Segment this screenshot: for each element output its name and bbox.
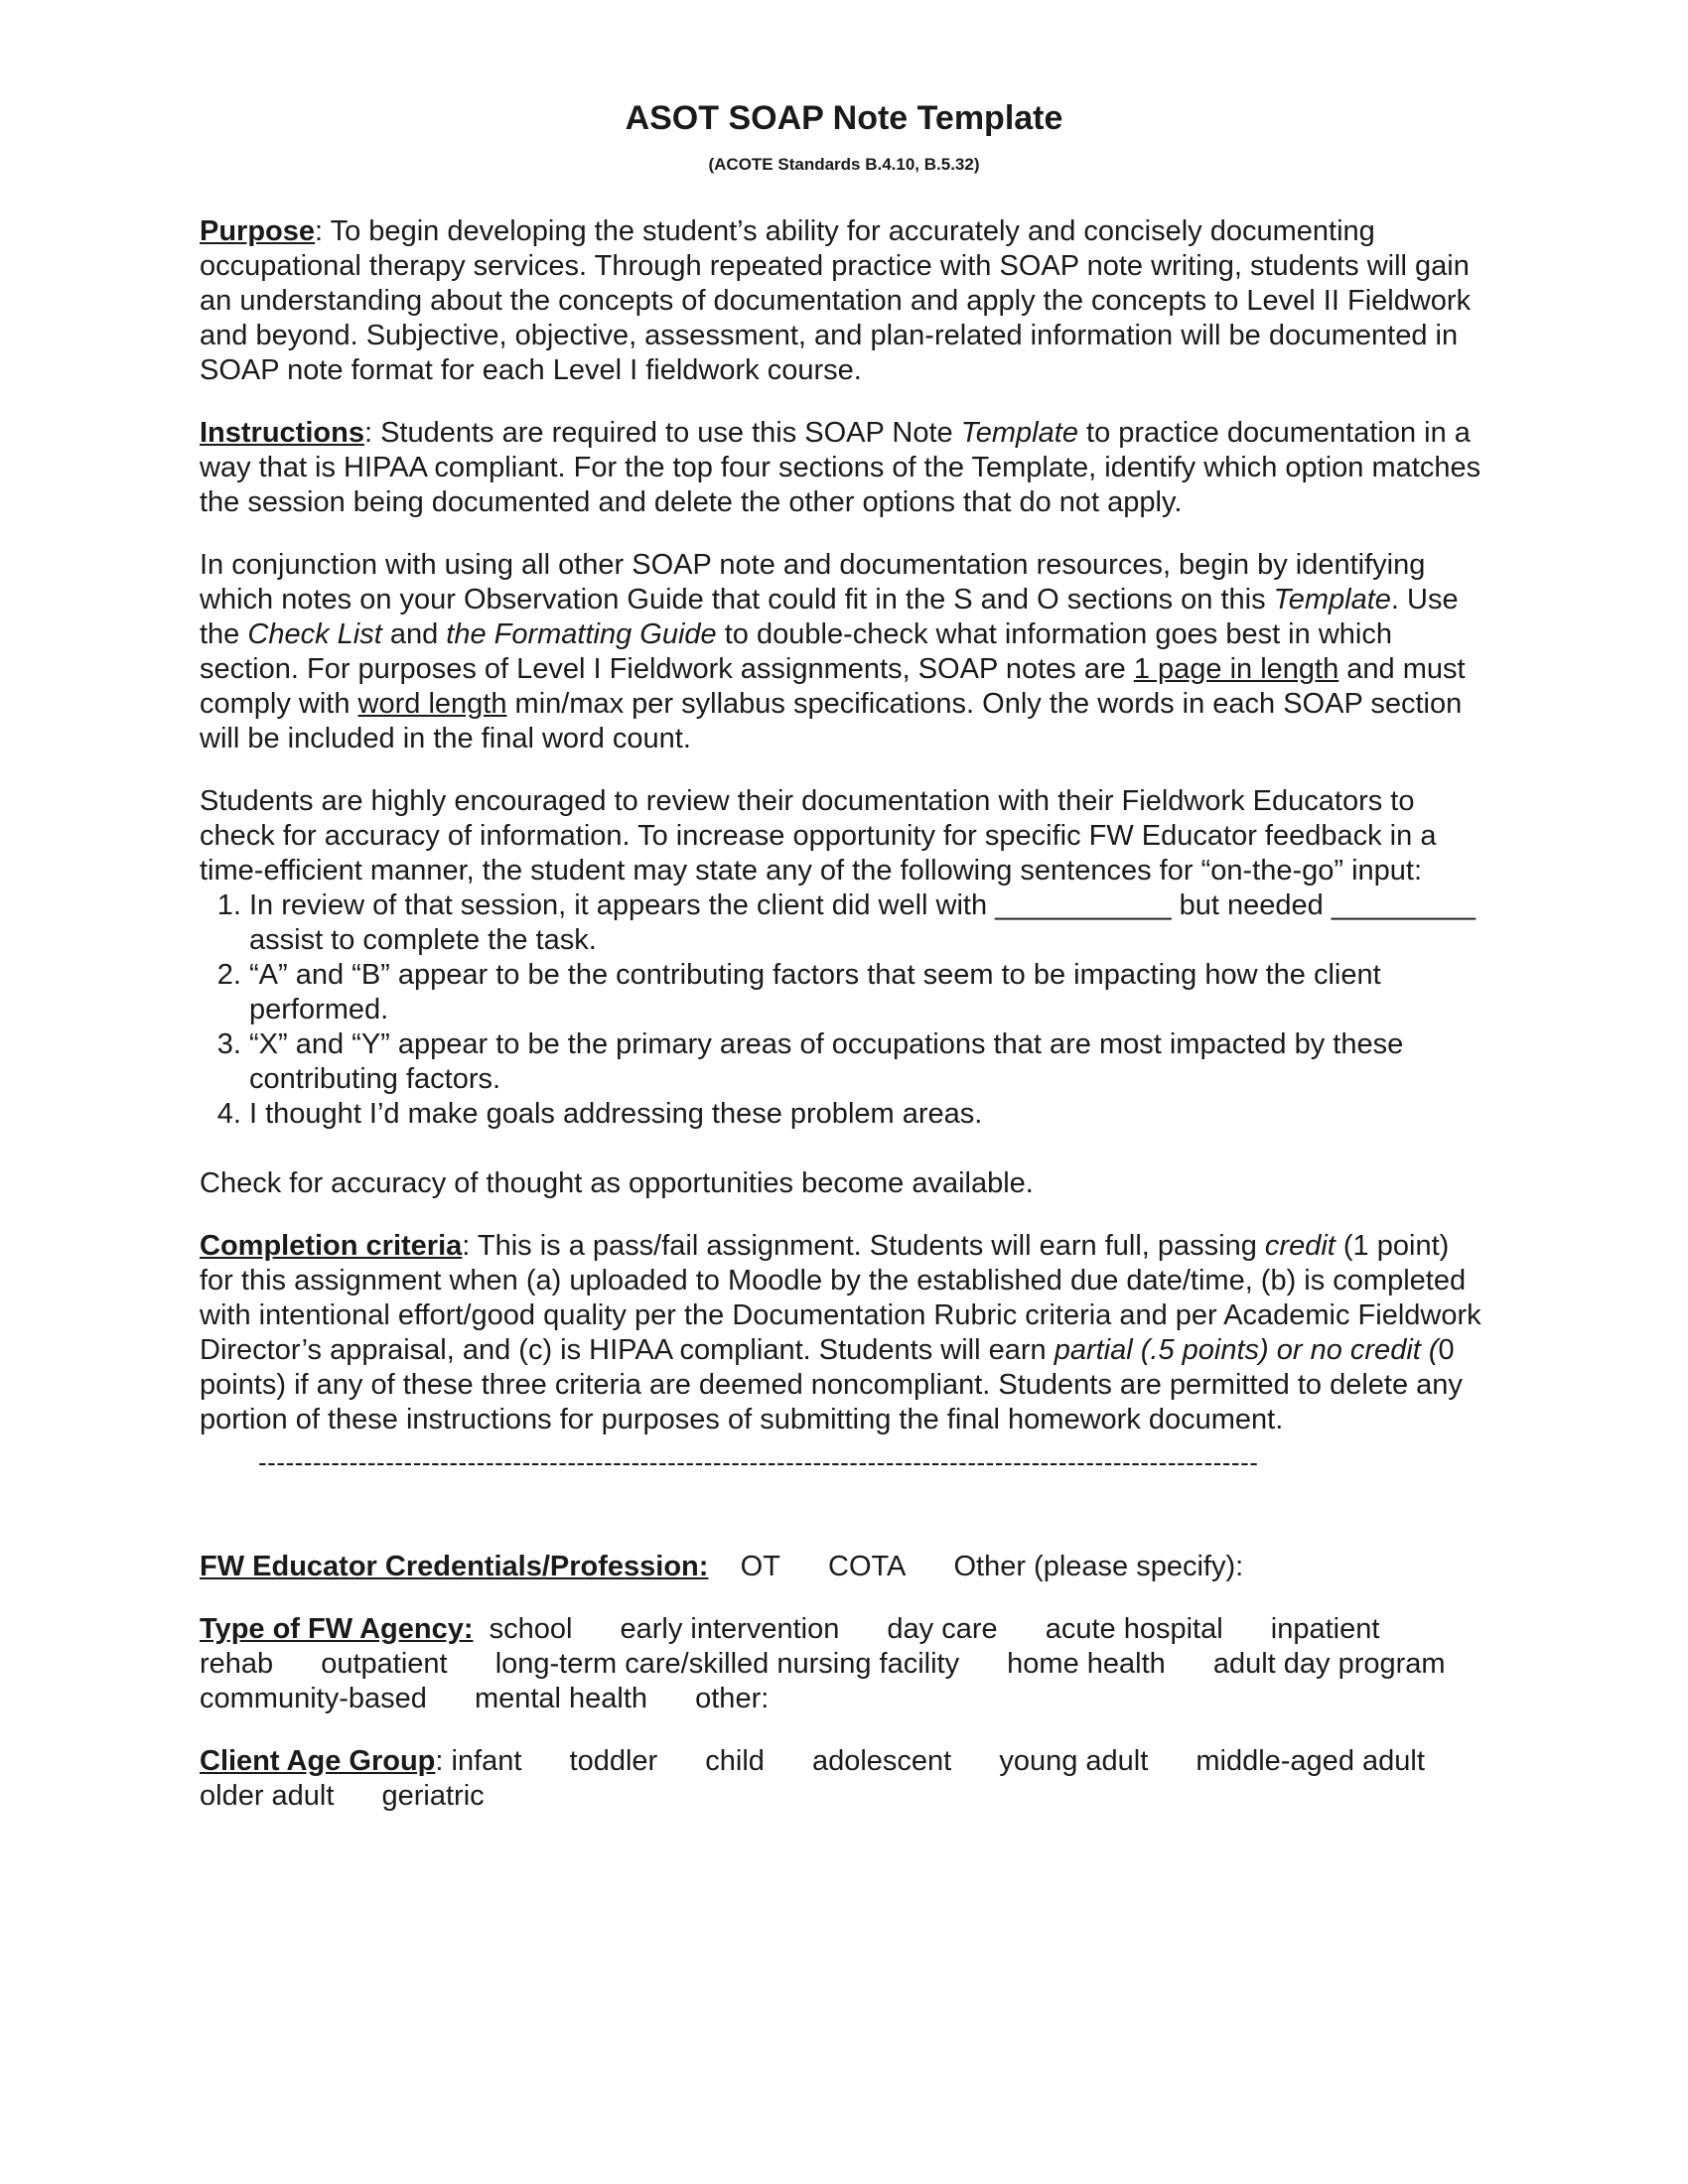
- document-body: [200, 214, 1490, 1842]
- credentials-option-cota[interactable]: COTA: [828, 1551, 907, 1582]
- age-option[interactable]: toddler: [569, 1745, 658, 1777]
- purpose-paragraph: [200, 214, 1490, 388]
- p2-checklist-italic: Check List: [247, 618, 382, 650]
- section-divider: --------------------------------------------------------------------------------------------------------------: [258, 1447, 1259, 1477]
- page-subtitle: (ACOTE Standards B.4.10, B.5.32): [708, 155, 980, 174]
- check-accuracy-paragraph: Check for accuracy of thought as opportunities become available.: [200, 1167, 1034, 1199]
- p2-template-italic: Template: [1273, 584, 1391, 615]
- p2-guide-italic: the Formatting Guide: [446, 618, 717, 650]
- agency-option[interactable]: outpatient: [321, 1648, 448, 1680]
- page-title: ASOT SOAP Note Template: [625, 99, 1063, 137]
- credentials-label: FW Educator Credentials/Profession:: [200, 1551, 709, 1582]
- instructions-text: : Students are required to use this SOAP Note: [363, 417, 961, 449]
- agency-label: Type of FW Agency:: [200, 1613, 474, 1645]
- p2-text-e: and must comply with: [200, 653, 1466, 720]
- completion-text-a: : This is a pass/fail assignment. Students will earn full, passing: [462, 1230, 1265, 1262]
- completion-text-b: (1 point) for this assignment when (a) uploaded to Moodle by the established due date/time, (b) is completed with intentional effort/good quality per the Documentation Rubric criteria and per Academic Fieldwork Director’s appraisal, and (c) is HIPAA compliant. Students will earn: [200, 1230, 1481, 1366]
- credentials-option-ot[interactable]: OT: [740, 1551, 780, 1582]
- p2-text-b: . Use the: [200, 584, 1459, 650]
- credentials-row: [200, 1550, 1490, 1584]
- agency-option[interactable]: community-based: [200, 1683, 427, 1714]
- agency-option[interactable]: early intervention: [620, 1613, 840, 1645]
- p2-text-f: min/max per syllabus specifications. Only the words in each SOAP section will be included in the final word count.: [200, 688, 1463, 754]
- list-item: 4. I thought I’d make goals addressing these problem areas.: [249, 1097, 1490, 1132]
- agency-option[interactable]: school: [489, 1613, 573, 1645]
- instructions-label: Instructions: [200, 417, 364, 449]
- conjunction-paragraph: [200, 548, 1490, 756]
- instructions-text-cont: to practice documentation in a way that is HIPAA compliant. For the top four sections of the Template, identify which option matches the session being documented and delete the other options that do not apply.: [200, 417, 1481, 518]
- age-option[interactable]: middle-aged adult: [1196, 1745, 1425, 1777]
- partial-italic: partial (.5 points) or no credit (: [1054, 1334, 1439, 1366]
- agency-option[interactable]: acute hospital: [1045, 1613, 1223, 1645]
- agency-option[interactable]: other:: [695, 1683, 770, 1714]
- p2-text-d: to double-check what information goes best in which section. For purposes of Level I Fieldwork assignments, SOAP notes are: [200, 618, 1392, 685]
- age-option[interactable]: child: [705, 1745, 765, 1777]
- agency-option[interactable]: adult day program: [1212, 1648, 1446, 1680]
- credentials-option-other[interactable]: Other (please specify):: [953, 1551, 1244, 1582]
- list-item: 2. “A” and “B” appear to be the contributing factors that seem to be impacting how the client performed.: [249, 958, 1490, 1027]
- p2-text-c: and: [381, 618, 447, 650]
- completion-text-c: 0 points) if any of these three criteria are deemed noncompliant. Students are permitted to delete any portion of these instructions for purposes of submitting the final homework document.: [200, 1334, 1463, 1435]
- age-group-row: [200, 1744, 1490, 1814]
- age-group-label: Client Age Group: [200, 1745, 436, 1777]
- age-option[interactable]: adolescent: [811, 1745, 952, 1777]
- agency-row: [200, 1612, 1490, 1716]
- completion-label: Completion criteria: [200, 1230, 463, 1262]
- age-option[interactable]: older adult: [200, 1780, 335, 1812]
- session-form: [200, 1550, 1490, 1814]
- completion-paragraph: [200, 1229, 1490, 1437]
- agency-option[interactable]: inpatient rehab: [200, 1613, 1380, 1680]
- instructions-paragraph: [200, 416, 1490, 520]
- purpose-text: : To begin developing the student’s ability for accurately and concisely documenting occupational therapy services. Through repeated practice with SOAP note writing, students will gain an understanding about the concepts of documentation and apply the concepts to Level II Fieldwork and beyond. Subjective, objective, assessment, and plan-related information will be documented in SOAP note format for each Level I fieldwork course.: [200, 215, 1472, 386]
- purpose-label: Purpose: [200, 215, 316, 247]
- p2-text-a: In conjunction with using all other SOAP note and documentation resources, begin by identifying which notes on your Observation Guide that could fit in the S and O sections on this: [200, 549, 1426, 615]
- agency-option[interactable]: day care: [887, 1613, 998, 1645]
- list-item: 1. In review of that session, it appears the client did well with ___________ but needed _________ assist to complete the task.: [249, 888, 1490, 958]
- age-group-colon: :: [435, 1745, 452, 1777]
- age-option[interactable]: infant: [451, 1745, 522, 1777]
- feedback-sentence-list: [200, 888, 1490, 1132]
- agency-option[interactable]: home health: [1007, 1648, 1166, 1680]
- encouraged-paragraph: Students are highly encouraged to review their documentation with their Fieldwork Educators to check for accuracy of information. To increase opportunity for specific FW Educator feedback in a time-efficient manner, the student may state any of the following sentences for “on-the-go” input:: [200, 785, 1437, 887]
- p2-page-underline: 1 page in length: [1133, 653, 1339, 685]
- credit-italic: credit: [1264, 1230, 1336, 1262]
- age-option[interactable]: geriatric: [381, 1780, 485, 1812]
- age-option[interactable]: young adult: [999, 1745, 1149, 1777]
- p2-word-underline: word length: [357, 688, 507, 720]
- agency-option[interactable]: mental health: [474, 1683, 648, 1714]
- template-italic: Template: [960, 417, 1078, 449]
- agency-option[interactable]: long-term care/skilled nursing facility: [494, 1648, 960, 1680]
- list-item: 3. “X” and “Y” appear to be the primary areas of occupations that are most impacted by these contributing factors.: [249, 1027, 1490, 1097]
